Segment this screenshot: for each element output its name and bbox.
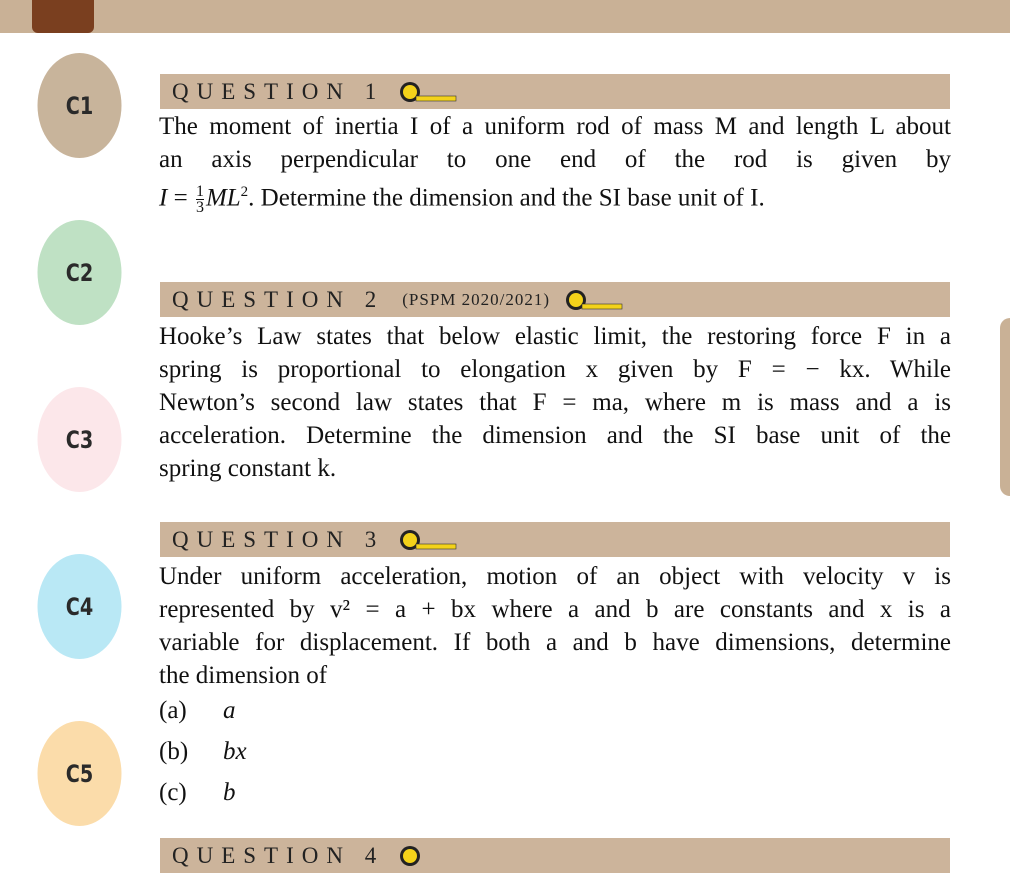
question-3-header [160,522,950,557]
question-2-line: acceleration. Determine the dimension and the SI base unit of the [159,422,951,449]
question-1-line: The moment of inertia I of a uniform rod of mass M and length L about [159,113,951,140]
question-2-header [160,282,950,317]
question-3-title: QUESTION 3 [172,526,385,552]
question-1-title: QUESTION 1 [172,78,385,104]
question-1-formula-line: I = $\frac{1}{3}$ $ML^2$. Determine the dimension and the SI base unit of I. [159,183,765,217]
question-2-text [159,320,951,485]
section-c1-badge[interactable]: C1 [38,53,122,158]
tape-measure-icon [398,844,458,868]
side-tab[interactable] [1000,318,1010,496]
question-2-line: spring constant k. [159,455,337,482]
section-c3-badge[interactable]: C3 [38,387,122,492]
top-tab [32,0,94,33]
question-1-line: an axis perpendicular to one end of the rod is given by [159,146,951,173]
question-3-line: represented by v² = a + bx where a and b are constants and x is a [159,596,951,623]
question-4-header [160,838,950,873]
tape-measure-icon [398,80,458,104]
section-c4-badge[interactable]: C4 [38,554,122,659]
question-3-line: Under uniform acceleration, motion of an object with velocity v is [159,563,951,590]
question-1-header [160,74,950,109]
question-2-source: (PSPM 2020/2021) [402,289,551,309]
question-2-line: spring is proportional to elongation x given by F = − kx. While [159,356,951,383]
section-c5-badge[interactable]: C5 [38,721,122,826]
question-1-text [159,110,951,215]
question-3-text [159,560,951,692]
question-2-title: QUESTION 2 [172,286,385,312]
question-3-part-b: (b) bx [159,738,247,765]
question-3-part-a: (a) a [159,697,236,724]
question-4-title: QUESTION 4 [172,842,385,868]
tape-measure-icon [564,288,624,312]
top-banner [0,0,1010,33]
tape-measure-icon [398,528,458,552]
question-3-part-c: (c) b [159,779,236,806]
question-3-line: the dimension of [159,662,328,689]
question-2-line: Newton’s second law states that F = ma, where m is mass and a is [159,389,951,416]
section-c2-badge[interactable]: C2 [38,220,122,325]
question-3-line: variable for displacement. If both a and b have dimensions, determine [159,629,951,656]
question-2-line: Hooke’s Law states that below elastic limit, the restoring force F in a [159,323,951,350]
